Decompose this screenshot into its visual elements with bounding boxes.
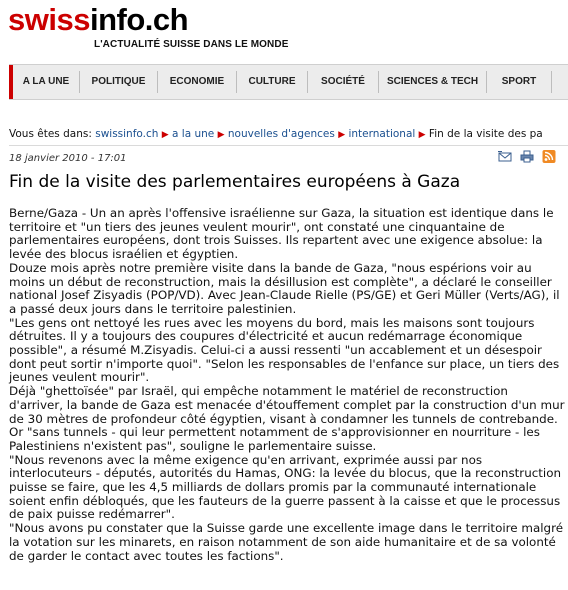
breadcrumb-prefix: Vous êtes dans: [9, 128, 92, 140]
article-paragraph: "Nous revenons avec la même exigence qu'en arrivant, exprimée aussi par nos interlocuteurs - députés, autorités du Hamas, ONG: la levée du blocus, que la reconstruction puisse se faire, que les 4,5 milliards de dollars promis par la communauté internationale soient enfin débloqués, que les fauteurs de la guerre passent à la caisse et que le processus de paix puisse redémarrer". [9, 452, 562, 522]
article-title: Fin de la visite des parlementaires européens à Gaza [9, 172, 461, 192]
breadcrumb-arrow-icon: ▶ [418, 130, 426, 140]
email-icon[interactable] [498, 150, 512, 163]
article-paragraph: Berne/Gaza - Un an après l'offensive israélienne sur Gaza, la situation est identique dans le territoire et "un tiers des jeunes veulent mourir", ont constaté une cinquantaine de parlementaires européens, dont trois Suisses. Ils repartent avec une exigence absolue: la levée des blocus israélien et égyptien. [9, 206, 554, 262]
breadcrumb-arrow-icon: ▶ [338, 130, 346, 140]
nav-item-politique[interactable]: POLITIQUE [91, 76, 146, 87]
article-tools [498, 150, 558, 166]
site-tagline: L'ACTUALITÉ SUISSE DANS LE MONDE [94, 39, 289, 50]
breadcrumb-divider [9, 145, 568, 146]
article-date: 18 janvier 2010 - 17:01 [9, 153, 127, 164]
article-body [9, 207, 565, 563]
article-paragraph: Déjà "ghettoïsée" par Israël, qui empêche notamment le matériel de reconstruction d'arriver, la bande de Gaza est menacée d'étouffement complet par la construction d'un mur de 30 mètres de profondeur côté égyptien, visant à condamner les tunnels de contrebande. [9, 384, 565, 426]
nav-item-a-la-une[interactable]: A LA UNE [9, 65, 79, 99]
nav-item-economie[interactable]: ECONOMIE [169, 76, 225, 87]
print-icon[interactable] [520, 150, 534, 163]
article-paragraph: Or "sans tunnels - qui leur permettent notamment de s'approvisionner en nourriture - les Palestiniens n'existent pas", souligne le parlementaire suisse. [9, 425, 540, 453]
rss-icon[interactable] [542, 150, 556, 163]
nav-item-sport[interactable]: SPORT [501, 76, 537, 87]
site-logo[interactable] [8, 2, 188, 38]
breadcrumb-current: Fin de la visite des pa [428, 128, 543, 140]
article-paragraph: "Nous avons pu constater que la Suisse garde une excellente image dans le territoire malgré la votation sur les minarets, en raison notamment de son aide humanitaire et de sa volonté de garder le contact avec toutes les factions". [9, 521, 564, 563]
logo-swiss: swiss [8, 2, 90, 37]
breadcrumb-link-home[interactable]: swissinfo.ch [95, 128, 159, 140]
main-navigation [9, 64, 568, 100]
logo-info: info.ch [89, 2, 189, 37]
breadcrumb-arrow-icon: ▶ [161, 130, 169, 140]
breadcrumb-arrow-icon: ▶ [217, 130, 225, 140]
nav-item-societe[interactable]: SOCIÉTÉ [321, 76, 365, 87]
nav-item-culture[interactable]: CULTURE [248, 76, 296, 87]
article-paragraph: Douze mois après notre première visite dans la bande de Gaza, "nous espérions voir au moins un début de reconstruction, mais la désillusion est complète", a déclaré le conseiller national Josef Zisyadis (POP/VD). Avec Jean-Claude Rielle (PS/GE) et Geri Müller (Verts/AG), il a passé deux jours dans le territoire palestinien. [9, 260, 560, 316]
breadcrumb-link-nouvelles[interactable]: nouvelles d'agences [227, 128, 335, 140]
site-header [0, 0, 568, 60]
breadcrumb [9, 128, 568, 140]
nav-separator [551, 71, 552, 93]
breadcrumb-link-international[interactable]: international [348, 128, 416, 140]
article-paragraph: "Les gens ont nettoyé les rues avec les moyens du bord, mais les maisons sont toujours détruites. Il y a toujours des coupures d'électricité et aucun redémarrage économique possible", a résumé M.Zisyadis. Celui-ci a aussi ressenti "un accablement et un désespoir dont peut sortir n'importe quoi". "Selon les responsables de l'enfance sur place, un tiers des jeunes veulent mourir". [9, 315, 560, 385]
nav-item-sciences-tech[interactable]: SCIENCES & TECH [386, 76, 479, 87]
breadcrumb-link-a-la-une[interactable]: a la une [172, 128, 215, 140]
